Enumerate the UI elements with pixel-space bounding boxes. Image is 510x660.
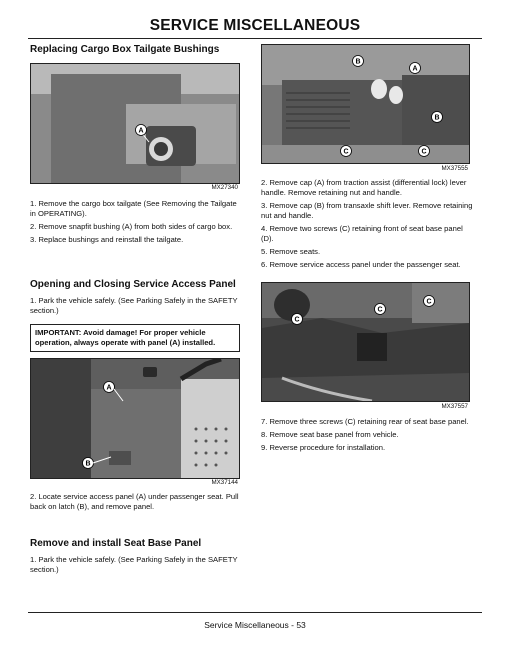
step-text: 1. Remove the cargo box tailgate (See Removing the Tailgate in OPERATING).	[30, 199, 237, 218]
callout-C: C	[377, 306, 383, 314]
section-heading-seat-base: Remove and install Seat Base Panel	[30, 538, 202, 549]
step-text: 4. Remove two screws (C) retaining front of seat base panel (D).	[261, 224, 463, 243]
figure-access-panel	[30, 358, 240, 479]
step-text: 3. Replace bushings and reinstall the tailgate.	[30, 235, 184, 244]
seat-base-front-photo	[262, 45, 469, 163]
step-text: 1. Park the vehicle safely. (See Parking Safely in the SAFETY section.)	[30, 555, 238, 574]
steps-seat-base-rear	[261, 417, 475, 453]
figure-tailgate	[30, 63, 240, 184]
callout-B: B	[85, 460, 91, 468]
step-text: 3. Remove cap (B) from transaxle shift lever. Remove retaining nut and handle.	[261, 201, 473, 220]
figure-id-seat-base-rear: MX37557	[441, 403, 468, 410]
callout-C: C	[343, 148, 349, 156]
figure-id-access-panel: MX37144	[211, 479, 238, 486]
step-text: 7. Remove three screws (C) retaining rear of seat base panel.	[261, 417, 469, 426]
page-footer: Service Miscellaneous - 53	[204, 620, 306, 630]
figure-id-tailgate: MX27340	[211, 184, 238, 191]
callout-C: C	[421, 148, 427, 156]
section-heading-tailgate: Replacing Cargo Box Tailgate Bushings	[30, 44, 220, 55]
step-text: 2. Remove snapfit bushing (A) from both sides of cargo box.	[30, 222, 233, 231]
steps-access-panel	[30, 492, 244, 512]
seat-base-rear-photo	[262, 283, 469, 401]
step-text: 6. Remove service access panel under the passenger seat.	[261, 260, 461, 269]
step-text: 8. Remove seat base panel from vehicle.	[261, 430, 399, 439]
steps-tailgate	[30, 199, 244, 245]
callout-B: B	[434, 114, 440, 122]
figure-seat-base-rear	[261, 282, 470, 402]
important-notice: IMPORTANT: Avoid damage! For proper vehicle operation, always operate with panel (A) installed.	[30, 324, 240, 352]
section-tailgate-heading-wrap	[30, 44, 242, 55]
step-text: 9. Reverse procedure for installation.	[261, 443, 386, 452]
callout-C: C	[294, 316, 300, 324]
callout-C: C	[426, 298, 432, 306]
tailgate-photo	[31, 64, 239, 183]
section-access-panel	[30, 279, 244, 316]
page-title: SERVICE MISCELLANEOUS	[149, 17, 361, 34]
section-seat-base	[30, 538, 244, 575]
steps-seat-base-front	[261, 178, 475, 270]
section-heading-access-panel: Opening and Closing Service Access Panel	[30, 279, 236, 290]
step-text: 5. Remove seats.	[261, 247, 321, 256]
figure-seat-base-front	[261, 44, 470, 164]
step-text: 1. Park the vehicle safely. (See Parking Safely in the SAFETY section.)	[30, 296, 238, 315]
step-text: 2. Remove cap (A) from traction assist (differential lock) lever handle. Remove retaining nut and handle.	[261, 178, 467, 197]
step-text: 2. Locate service access panel (A) under passenger seat. Pull back on latch (B), and remove panel.	[30, 492, 239, 511]
callout-A: A	[412, 65, 418, 73]
header-rule	[28, 38, 482, 39]
callout-A: A	[138, 127, 144, 135]
access-panel-photo	[31, 359, 239, 478]
footer-rule	[28, 612, 482, 613]
callout-A: A	[106, 384, 112, 392]
figure-id-seat-base-front: MX37555	[441, 165, 468, 172]
callout-B: B	[355, 58, 361, 66]
